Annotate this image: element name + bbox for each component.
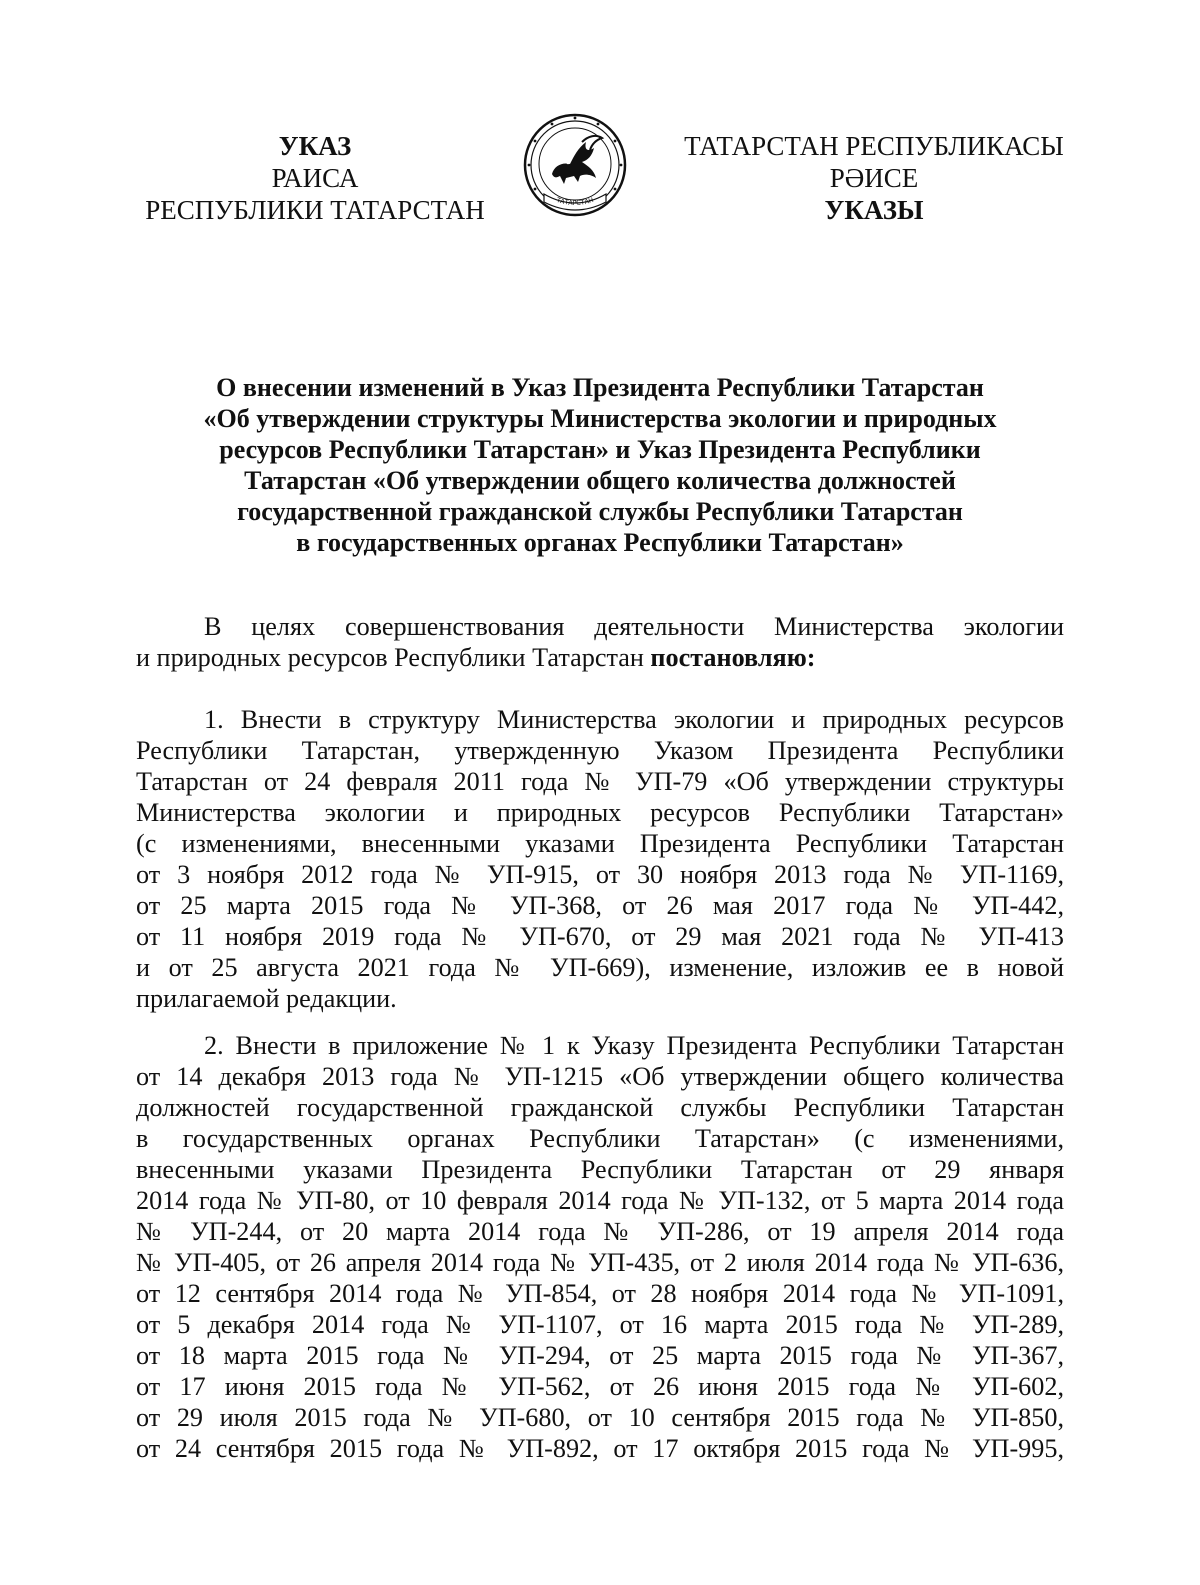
header-left-line-1: УКАЗ [278,131,352,161]
preamble-line-1: В целях совершенствования деятельности Министерства экологии [204,612,1064,641]
header-left-line-2: РАИСА [271,163,359,193]
title-line: ресурсов Республики Татарстан» и Указ Президента Республики [219,435,981,464]
preamble-line-2 [136,642,1064,673]
paragraph-line: внесенными указами Президента Республики Татарстан от 29 января [136,1155,1064,1184]
paragraph-line: 1. Внести в структуру Министерства экологии и природных ресурсов [204,705,1064,734]
paragraph-line: (с изменениями, внесенными указами Президента Республики Татарстан [136,829,1064,858]
paragraph-line: 2014 года № УП-80, от 10 февраля 2014 года № УП-132, от 5 марта 2014 года [136,1186,1064,1215]
paragraph-line: № УП-405, от 26 апреля 2014 года № УП-435, от 2 июля 2014 года № УП-636, [136,1248,1064,1277]
paragraph-line: от 3 ноября 2012 года № УП-915, от 30 ноября 2013 года № УП-1169, [136,860,1064,889]
paragraph-line: от 17 июня 2015 года № УП-562, от 26 июня 2015 года № УП-602, [136,1372,1064,1401]
header-left-block [130,130,500,226]
paragraph-line: № УП-244, от 20 марта 2014 года № УП-286, от 19 апреля 2014 года [136,1217,1064,1246]
paragraph-line: от 18 марта 2015 года № УП-294, от 25 марта 2015 года № УП-367, [136,1341,1064,1370]
preamble-text: и природных ресурсов Республики Татарстан [136,643,651,672]
paragraph-line: Татарстан от 24 февраля 2011 года № УП-79 «Об утверждении структуры [136,767,1064,796]
paragraph-line: от 29 июля 2015 года № УП-680, от 10 сентября 2015 года № УП-850, [136,1403,1064,1432]
header-left-line-3: РЕСПУБЛИКИ ТАТАРСТАН [145,195,485,225]
paragraph-line: от 24 сентября 2015 года № УП-892, от 17 октября 2015 года № УП-995, [136,1434,1064,1463]
header-right-block [664,130,1084,226]
paragraph-line: от 12 сентября 2014 года № УП-854, от 28 ноября 2014 года № УП-1091, [136,1279,1064,1308]
title-line: Татарстан «Об утверждении общего количества должностей [244,466,956,495]
coat-of-arms-icon [522,112,628,218]
title-line: государственной гражданской службы Республики Татарстан [237,497,963,526]
paragraph-1 [136,704,1064,1014]
preamble-paragraph [136,611,1064,673]
paragraph-line: от 5 декабря 2014 года № УП-1107, от 16 марта 2015 года № УП-289, [136,1310,1064,1339]
header-right-line-2: РӘИСЕ [829,163,919,193]
paragraph-line: Республики Татарстан, утвержденную Указом Президента Республики [136,736,1064,765]
paragraph-line: должностей государственной гражданской службы Республики Татарстан [136,1093,1064,1122]
paragraph-line: от 11 ноября 2019 года № УП-670, от 29 мая 2021 года № УП-413 [136,922,1064,951]
paragraph-line: в государственных органах Республики Татарстан» (с изменениями, [136,1124,1064,1153]
paragraph-line: 2. Внести в приложение № 1 к Указу Президента Республики Татарстан [204,1031,1064,1060]
preamble-decree-word: постановляю: [650,643,816,672]
paragraph-line: от 14 декабря 2013 года № УП-1215 «Об утверждении общего количества [136,1062,1064,1091]
title-line: О внесении изменений в Указ Президента Республики Татарстан [216,373,984,402]
header-right-line-1: ТАТАРСТАН РЕСПУБЛИКАСЫ [684,131,1064,161]
title-line: «Об утверждении структуры Министерства экологии и природных [203,404,997,433]
emblem-ribbon-text: ТАТАРСТАН [555,195,595,208]
paragraph-line: прилагаемой редакции. [136,984,397,1013]
paragraph-line: Министерства экологии и природных ресурсов Республики Татарстан» [136,798,1064,827]
document-title [136,372,1064,558]
paragraph-line: от 25 марта 2015 года № УП-368, от 26 мая 2017 года № УП-442, [136,891,1064,920]
header-right-line-3: УКАЗЫ [824,195,924,225]
paragraph-line: и от 25 августа 2021 года № УП-669), изменение, изложив ее в новой [136,953,1064,982]
title-line: в государственных органах Республики Татарстан» [296,528,904,557]
paragraph-2 [136,1030,1064,1464]
